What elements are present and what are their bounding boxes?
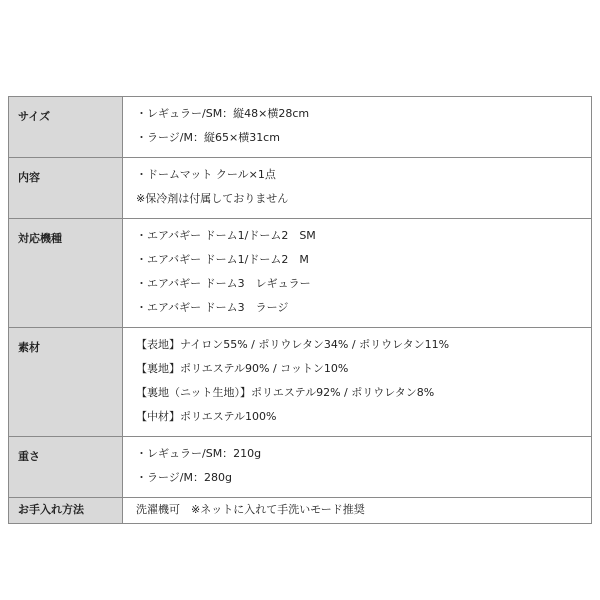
row-label-weight: 重さ bbox=[9, 437, 123, 498]
row-value-contents bbox=[123, 158, 592, 219]
table-row-contents bbox=[9, 158, 592, 219]
value-line: ・ラージ/M：縦65×横31cm bbox=[136, 131, 280, 144]
row-label-size: サイズ bbox=[9, 97, 123, 158]
value-line: ・レギュラー/SM：縦48×横28cm bbox=[136, 107, 310, 120]
row-label-material: 素材 bbox=[9, 328, 123, 437]
value-line: 【裏地（ニット生地）】ポリエステル92% / ポリウレタン8% bbox=[136, 386, 435, 399]
row-label-care: お手入れ方法 bbox=[9, 498, 123, 524]
row-label-contents: 内容 bbox=[9, 158, 123, 219]
row-label-compatible-models: 対応機種 bbox=[9, 219, 123, 328]
value-line: ・エアバギー ドーム1/ドーム2 M bbox=[136, 253, 309, 266]
value-line: ・エアバギー ドーム1/ドーム2 SM bbox=[136, 229, 316, 242]
value-line: ・エアバギー ドーム3 レギュラー bbox=[136, 277, 311, 290]
spec-table bbox=[8, 96, 592, 524]
table-row-weight bbox=[9, 437, 592, 498]
table-row-care bbox=[9, 498, 592, 524]
table-row-compatible-models bbox=[9, 219, 592, 328]
value-line: 【中材】ポリエステル100% bbox=[136, 410, 277, 423]
row-value-material bbox=[123, 328, 592, 437]
row-value-weight bbox=[123, 437, 592, 498]
value-line: ・エアバギー ドーム3 ラージ bbox=[136, 301, 289, 314]
row-value-size bbox=[123, 97, 592, 158]
table-row-size bbox=[9, 97, 592, 158]
row-value-compatible-models bbox=[123, 219, 592, 328]
value-line: 【表地】ナイロン55% / ポリウレタン34% / ポリウレタン11% bbox=[136, 338, 450, 351]
row-value-care bbox=[123, 498, 592, 524]
value-line: 【裏地】ポリエステル90% / コットン10% bbox=[136, 362, 349, 375]
value-line: 洗濯機可 ※ネットに入れて手洗いモード推奨 bbox=[136, 503, 365, 516]
value-line: ・ドームマット クール×1点 bbox=[136, 168, 276, 181]
table-row-material bbox=[9, 328, 592, 437]
value-line: ・ラージ/M：280g bbox=[136, 471, 232, 484]
value-line: ※保冷剤は付属しておりません bbox=[136, 192, 289, 205]
value-line: ・レギュラー/SM：210g bbox=[136, 447, 262, 460]
